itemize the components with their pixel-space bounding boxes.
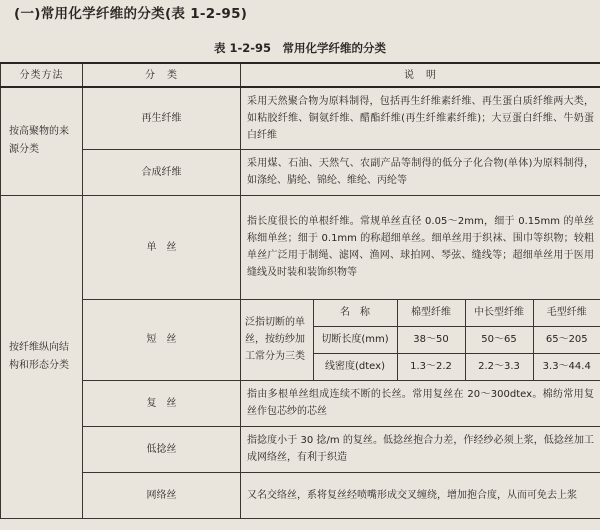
subcategory-low-twist: 低捻丝: [83, 426, 241, 472]
table-row: [1, 87, 600, 149]
table-row: [1, 380, 600, 426]
column-header: 分 类: [83, 63, 241, 87]
table-row: [1, 426, 600, 472]
table-caption: 表 1-2-95 常用化学纤维的分类: [213, 41, 387, 55]
description-cell: 采用煤、石油、天然气、农副产品等制得的低分子化合物(单体)为原料制得，如涤纶、腈纶、锦纶、维纶、丙纶等: [241, 149, 600, 195]
staple-note: 泛指切断的单丝，按纺纱加工常分为三类: [241, 300, 313, 380]
description-cell: 采用天然聚合物为原料制得，包括再生纤维素纤维、再生蛋白质纤维两大类，如粘胶纤维、铜氨纤维、醋酯纤维(再生纤维素纤维)；大豆蛋白纤维、牛奶蛋白纤维: [241, 87, 600, 149]
category-source: 按高聚物的来源分类: [1, 87, 83, 195]
table-row: [1, 472, 600, 518]
subcategory-synthetic: 合成纤维: [83, 149, 241, 195]
table-row: [1, 149, 600, 195]
table-header-row: [1, 63, 600, 87]
subtable-cell: 50～65: [465, 326, 533, 353]
subtable-cell: 切断长度(mm): [313, 326, 397, 353]
subtable-header: 名 称: [313, 300, 397, 327]
subtable-cell: 3.3～44.4: [533, 353, 600, 380]
staple-detail-cell: [241, 299, 600, 380]
subtable-header: 毛型纤维: [533, 300, 600, 327]
staple-subtable: [241, 300, 600, 380]
subcategory-regenerated: 再生纤维: [83, 87, 241, 149]
description-cell: 又名交络丝，系将复丝经喷嘴形成交叉缠绕，增加抱合度，从而可免去上浆: [241, 472, 600, 518]
table-row: [1, 299, 600, 380]
subtable-cell: 线密度(dtex): [313, 353, 397, 380]
subtable-cell: 38～50: [397, 326, 465, 353]
category-structure: 按纤维纵向结构和形态分类: [1, 195, 83, 518]
fiber-classification-table: [0, 62, 600, 519]
section-heading: (一)常用化学纤维的分类(表 1-2-95): [14, 6, 248, 22]
description-cell: 指长度很长的单根纤维。常规单丝直径 0.05～2mm，细于 0.15mm 的单丝称细单丝；细于 0.1mm 的称超细单丝。细单丝用于织袜、围巾等织物；较粗单丝广泛用于制绳、滤网、渔网、球拍网、琴弦、缝线等；超细单丝用于医用缝线及时装和装饰织物等: [241, 195, 600, 299]
subcategory-network-yarn: 网络丝: [83, 472, 241, 518]
subcategory-multifilament: 复 丝: [83, 380, 241, 426]
subtable-cell: 1.3～2.2: [397, 353, 465, 380]
description-cell: 指捻度小于 30 捻/m 的复丝。低捻丝抱合力差，作经纱必须上浆，低捻丝加工成网络丝，有利于织造: [241, 426, 600, 472]
description-cell: 指由多根单丝组成连续不断的长丝。常用复丝在 20～300dtex。棉纺常用复丝作包芯纱的芯丝: [241, 380, 600, 426]
subcategory-monofilament: 单 丝: [83, 195, 241, 299]
subtable-header: 中长型纤维: [465, 300, 533, 327]
table-row: [1, 195, 600, 299]
subcategory-staple: 短 丝: [83, 299, 241, 380]
column-header: 分类方法: [1, 63, 83, 87]
subtable-header: 棉型纤维: [397, 300, 465, 327]
subtable-cell: 65～205: [533, 326, 600, 353]
subtable-cell: 2.2～3.3: [465, 353, 533, 380]
column-header: 说 明: [241, 63, 600, 87]
